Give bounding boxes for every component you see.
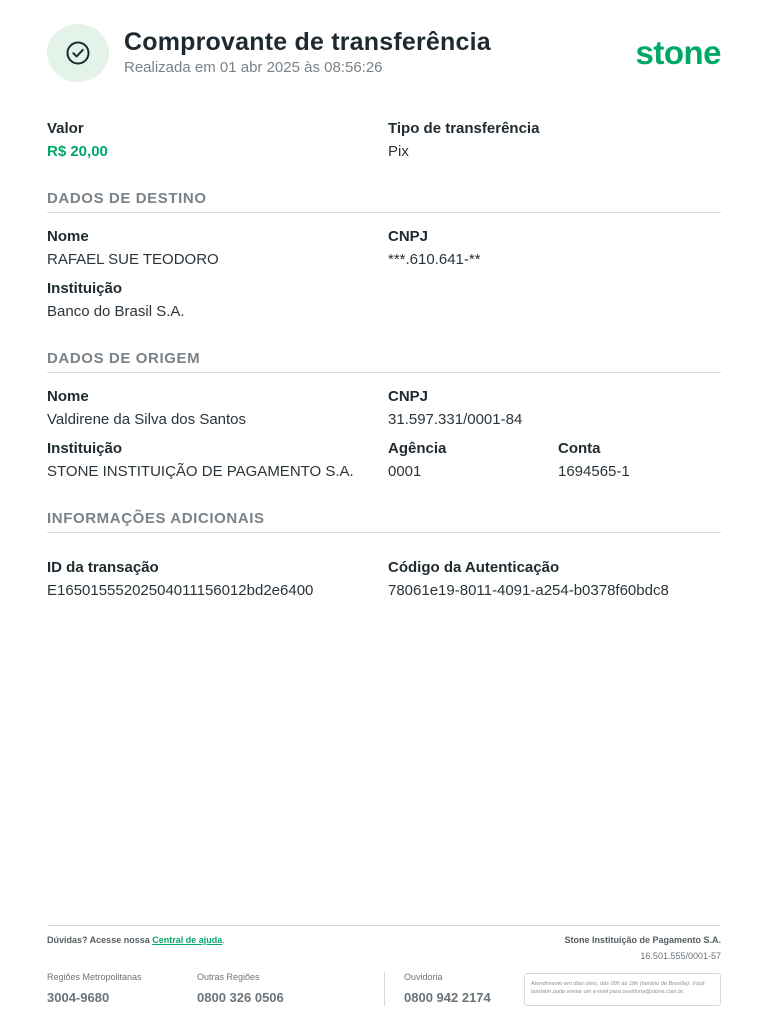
help-suffix: . (222, 935, 225, 945)
company-name: Stone Instituição de Pagamento S.A. (564, 935, 721, 945)
destino-instituicao-label: Instituição (47, 280, 123, 297)
outras-label: Outras Regiões (197, 972, 260, 982)
footer-vertical-divider (384, 972, 385, 1006)
origem-nome-label: Nome (47, 388, 89, 405)
destino-cnpj-value: ***.610.641-** (388, 251, 481, 268)
footer-divider (47, 925, 721, 926)
section-divider (47, 372, 721, 373)
origem-nome-value: Valdirene da Silva dos Santos (47, 411, 247, 428)
check-circle-icon (47, 24, 109, 82)
help-text (47, 935, 225, 945)
destino-cnpj-label: CNPJ (388, 228, 429, 245)
metro-label: Regiões Metropolitanas (47, 972, 142, 982)
tipo-value: Pix (388, 143, 409, 160)
origem-conta-label: Conta (558, 440, 601, 457)
company-cnpj: 16.501.555/0001-57 (640, 951, 721, 961)
section-title-destino: DADOS DE DESTINO (47, 190, 207, 207)
origem-agencia-label: Agência (388, 440, 447, 457)
outras-phone: 0800 326 0506 (197, 990, 284, 1005)
metro-phone: 3004-9680 (47, 990, 110, 1005)
ouvidoria-label: Ouvidoria (404, 972, 443, 982)
origem-cnpj-value: 31.597.331/0001-84 (388, 411, 523, 428)
help-center-link[interactable]: Central de ajuda (152, 935, 223, 945)
origem-instituicao-label: Instituição (47, 440, 123, 457)
receipt-header (47, 24, 721, 84)
section-title-adicionais: INFORMAÇÕES ADICIONAIS (47, 510, 265, 527)
tipo-label: Tipo de transferência (388, 120, 540, 137)
destino-nome-label: Nome (47, 228, 89, 245)
transaction-id-value: E16501555202504011156012bd2e6400 (47, 582, 314, 599)
destino-nome-value: RAFAEL SUE TEODORO (47, 251, 219, 268)
origem-conta-value: 1694565-1 (558, 463, 630, 480)
auth-code-label: Código da Autenticação (388, 559, 560, 576)
origem-cnpj-label: CNPJ (388, 388, 429, 405)
ouvidoria-note: Atendimento em dias úteis, das 09h às 18h (horário de Brasília). Você também pode enviar um e-mail para ouvidoria@stone.com.br. (524, 973, 721, 1006)
page-title: Comprovante de transferência (124, 28, 491, 56)
valor-value: R$ 20,00 (47, 143, 108, 160)
origem-agencia-value: 0001 (388, 463, 422, 480)
stone-logo: stone (635, 34, 721, 71)
transfer-datetime: Realizada em 01 abr 2025 às 08:56:26 (124, 59, 383, 76)
origem-instituicao-value: STONE INSTITUIÇÃO DE PAGAMENTO S.A. (47, 463, 354, 480)
auth-code-value: 78061e19-8011-4091-a254-b0378f60bdc8 (388, 582, 669, 599)
section-divider (47, 212, 721, 213)
ouvidoria-phone: 0800 942 2174 (404, 990, 491, 1005)
help-prefix: Dúvidas? Acesse nossa (47, 935, 150, 945)
section-divider (47, 532, 721, 533)
valor-label: Valor (47, 120, 84, 137)
section-title-origem: DADOS DE ORIGEM (47, 350, 201, 367)
transaction-id-label: ID da transação (47, 559, 159, 576)
destino-instituicao-value: Banco do Brasil S.A. (47, 303, 185, 320)
